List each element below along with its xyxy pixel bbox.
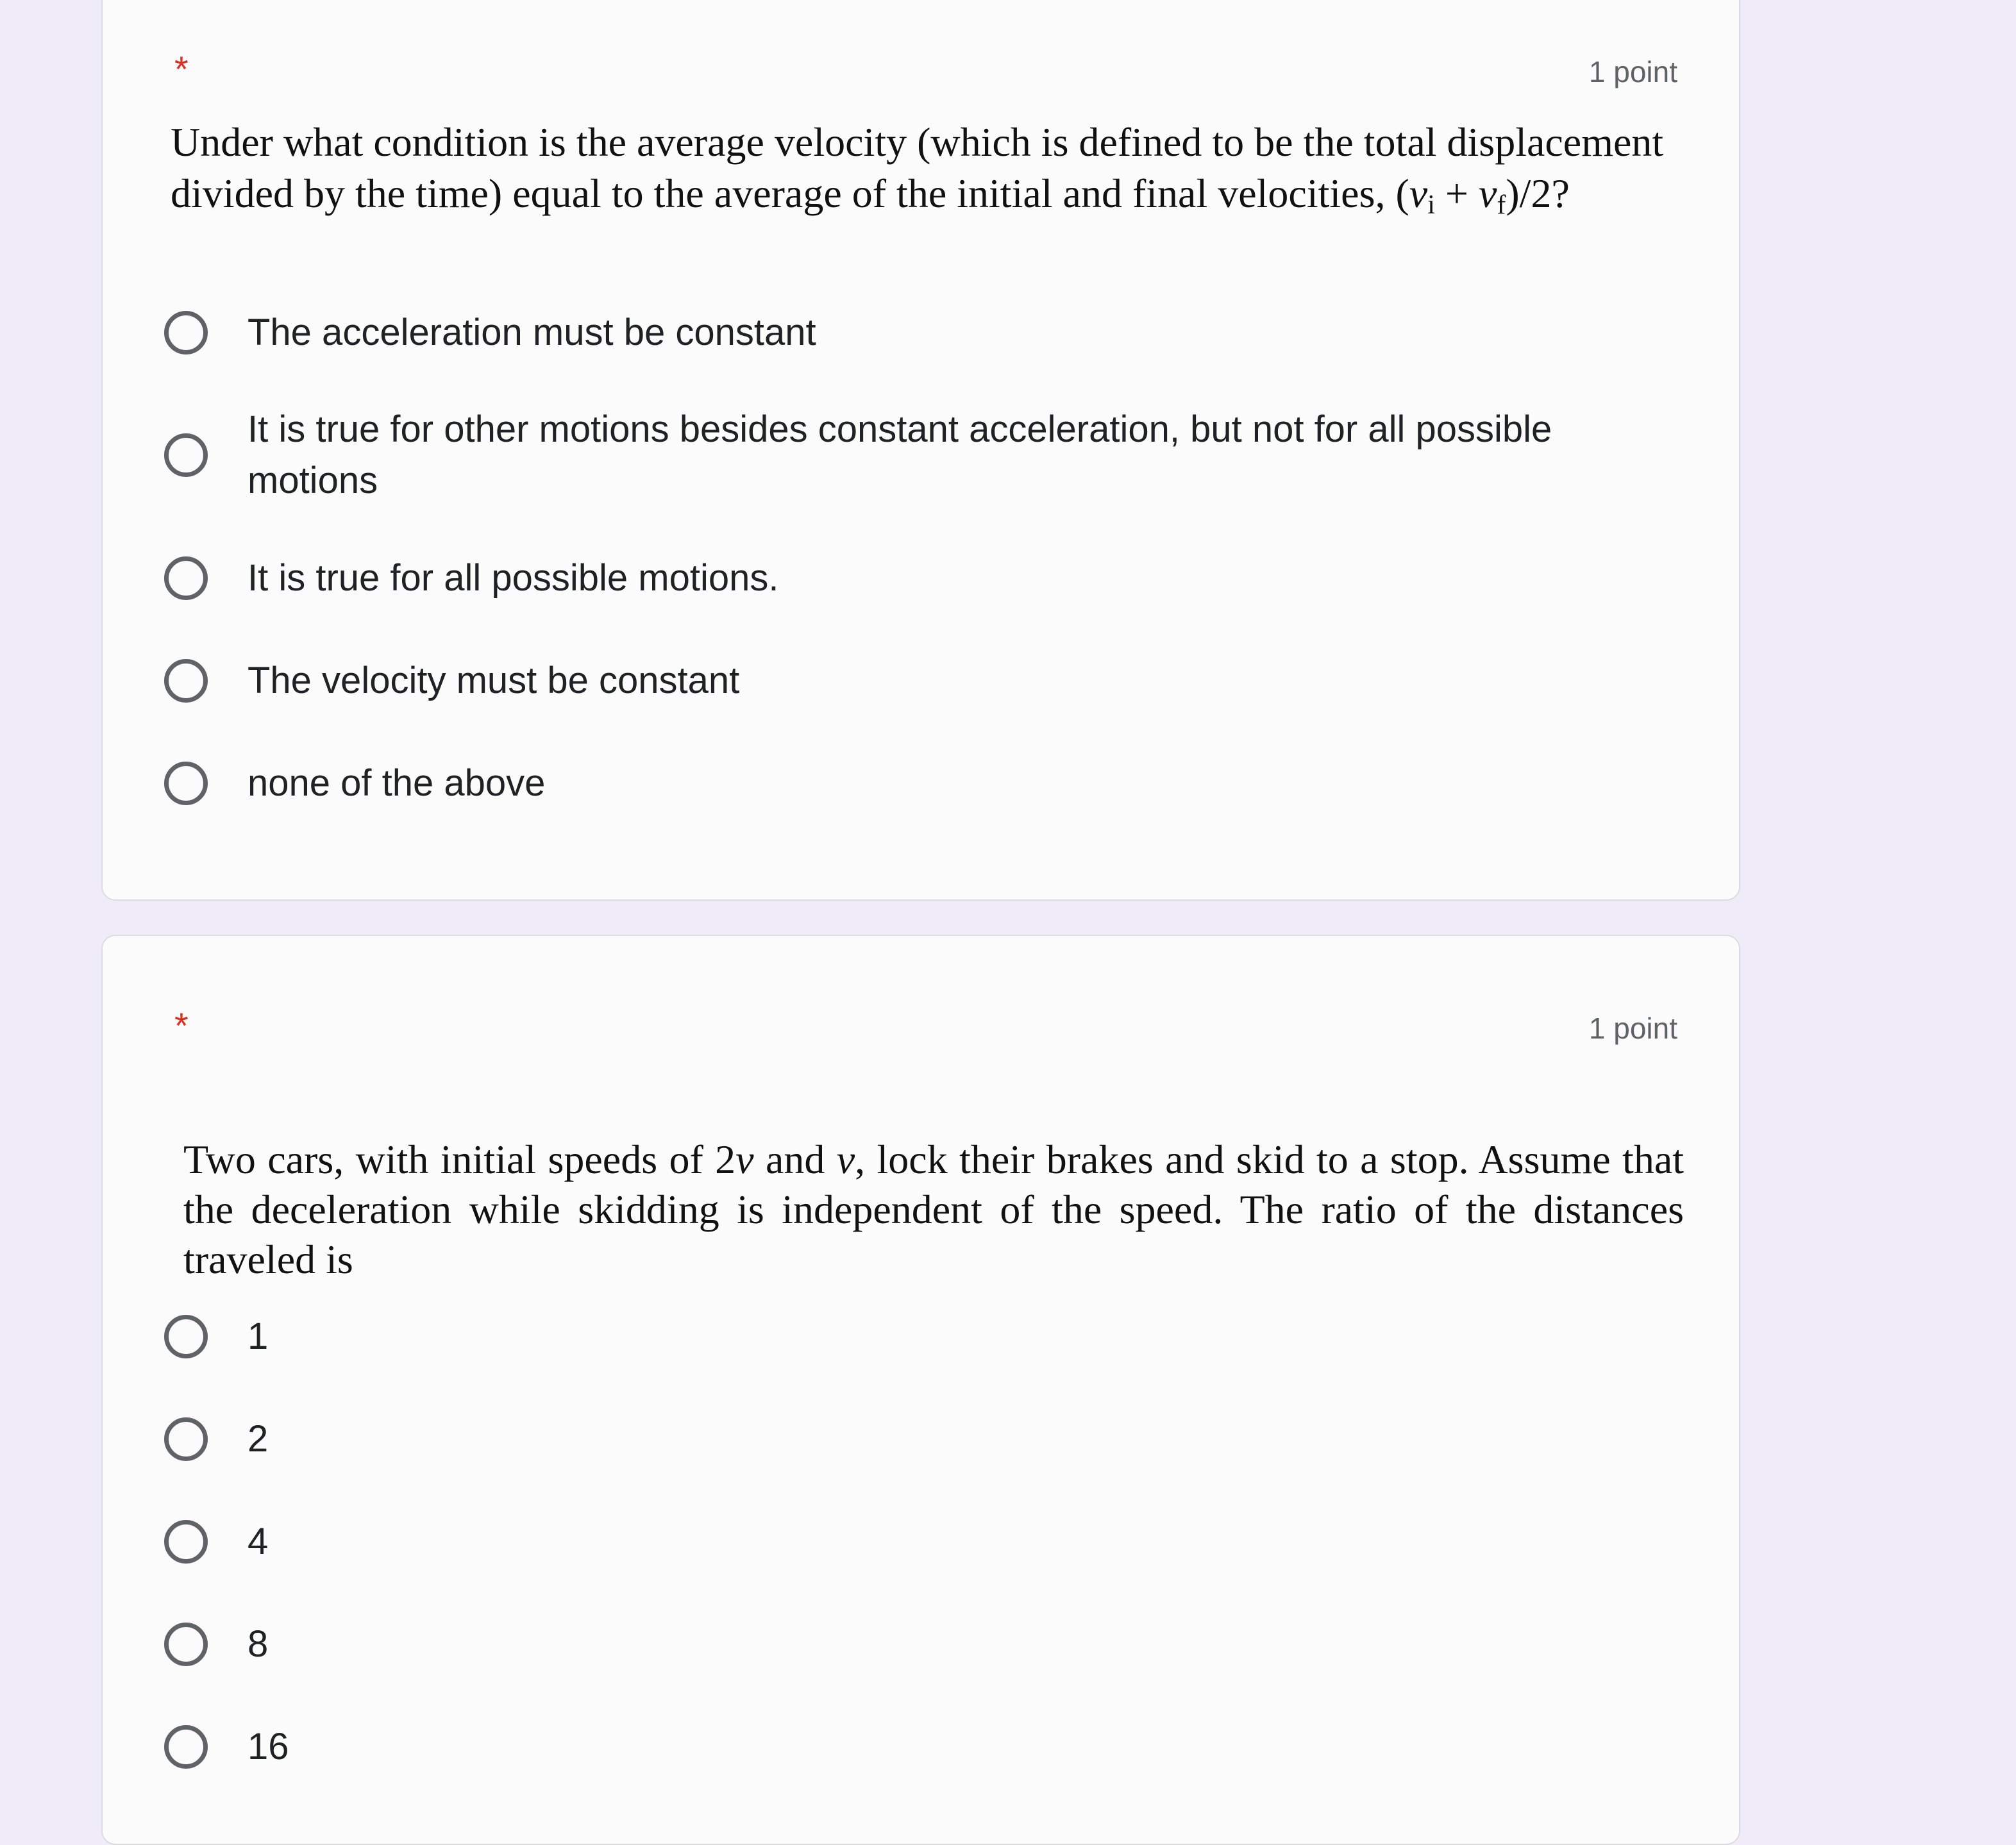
radio-button[interactable]: [164, 556, 208, 600]
option-label: none of the above: [248, 762, 546, 804]
question-prompt-line: divided by the time) equal to the average of the initial and final velocities, $(v_i + v_f)/2$?: [171, 171, 1570, 220]
option-label: The velocity must be constant: [248, 660, 740, 701]
option-label: 16: [248, 1726, 289, 1767]
radio-button[interactable]: [164, 1725, 208, 1769]
option-label: The acceleration must be constant: [248, 312, 816, 353]
option-label: 2: [248, 1418, 269, 1460]
radio-button[interactable]: [164, 311, 208, 355]
radio-button[interactable]: [164, 1520, 208, 1564]
radio-button[interactable]: [164, 659, 208, 703]
required-asterisk: *: [174, 49, 189, 89]
question-prompt-line: Under what condition is the average velocity (which is defined to be the total displacement: [171, 119, 1664, 165]
radio-button[interactable]: [164, 1417, 208, 1461]
option-label: 8: [248, 1623, 269, 1665]
radio-button[interactable]: [164, 1315, 208, 1358]
option-label: It is true for all possible motions.: [248, 557, 779, 599]
option-label: 4: [248, 1521, 269, 1562]
question-card-2: [101, 935, 1740, 1845]
radio-button[interactable]: [164, 762, 208, 805]
radio-button[interactable]: [164, 1623, 208, 1666]
required-asterisk: *: [174, 1005, 189, 1046]
radio-button[interactable]: [164, 433, 208, 477]
option-label: It is true for other motions besides constant acceleration, but not for all possible motions: [248, 408, 1552, 501]
question-card-1: [101, 0, 1740, 901]
points-label: 1 point: [1588, 1012, 1677, 1045]
points-label: 1 point: [1588, 55, 1677, 88]
question-prompt-image: Two cars, with initial speeds of 2v and v, lock their brakes and skid to a stop. Assume that the deceleration while skidding is independent of the speed. The ratio of the distances traveled is: [183, 1137, 1684, 1282]
option-label: 1: [248, 1315, 269, 1357]
question-prompt-image: [171, 117, 1684, 219]
